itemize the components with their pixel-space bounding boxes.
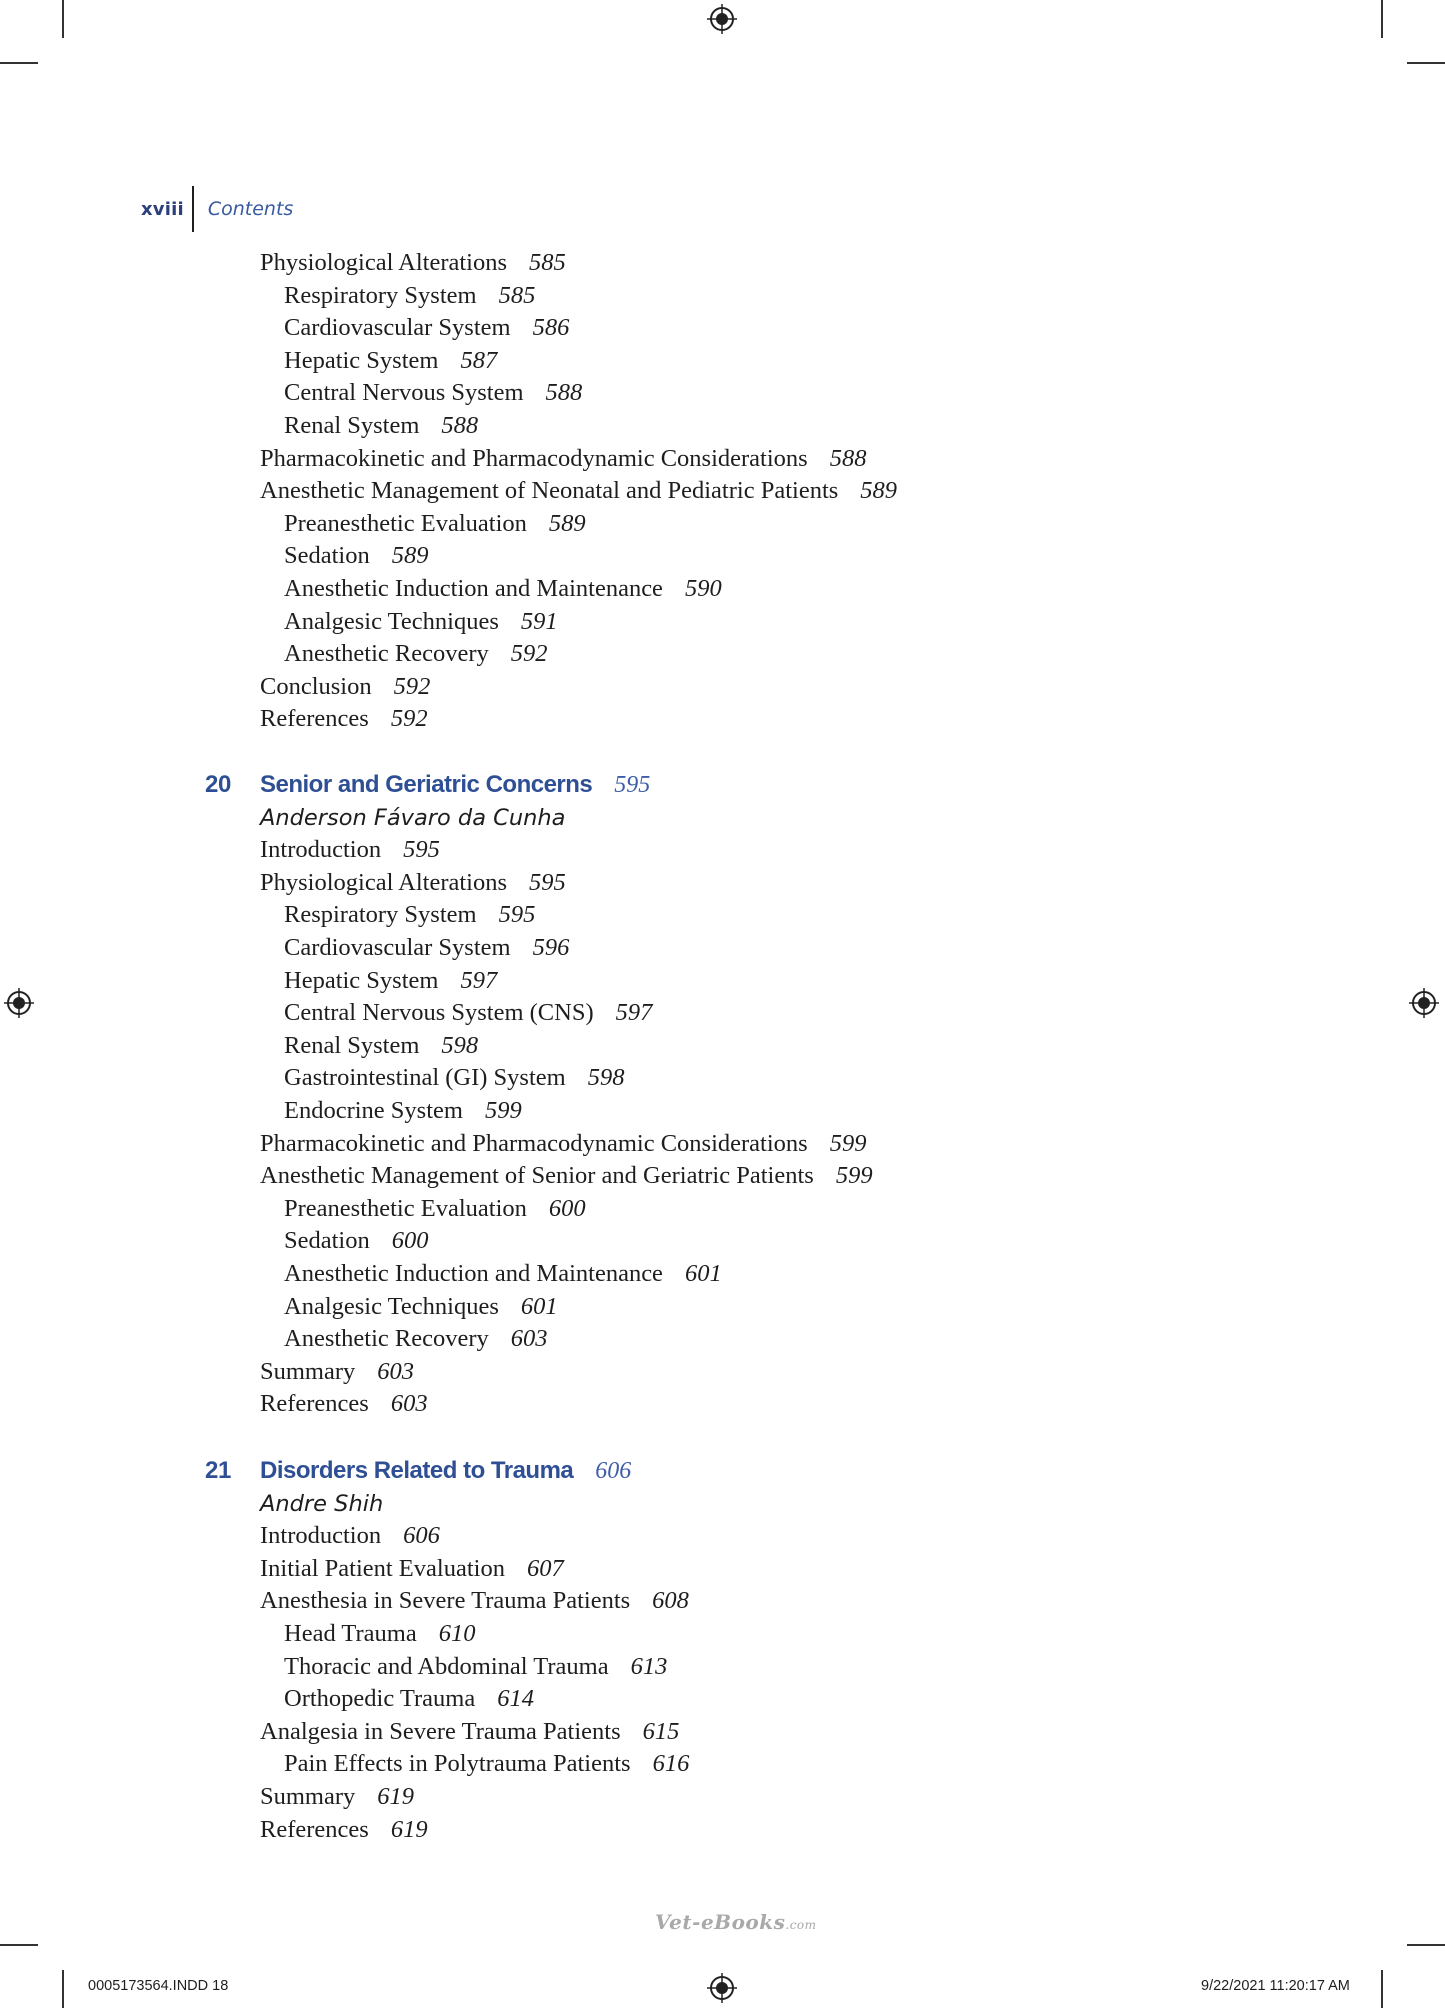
toc-entry — [284, 1618, 475, 1650]
watermark-brand: Vet-eBooks — [655, 1910, 786, 1934]
toc-entry — [284, 1651, 667, 1683]
toc-entry-title: Thoracic and Abdominal Trauma — [284, 1652, 609, 1680]
toc-entry — [260, 867, 566, 899]
toc-entry-title: Renal System — [284, 412, 420, 439]
crop-mark-top-left-horizontal — [0, 62, 38, 64]
toc-entry — [260, 1520, 440, 1552]
toc-entry-page: 589 — [860, 477, 898, 505]
toc-entry-page: 615 — [642, 1717, 680, 1745]
toc-entry-title: Pharmacokinetic and Pharmacodynamic Considerations — [260, 444, 808, 472]
toc-entry-page: 601 — [684, 1260, 722, 1287]
chapter-title — [260, 1455, 631, 1487]
toc-entry — [260, 247, 566, 279]
toc-entry-title: Respiratory System — [284, 281, 477, 309]
chapter-page-number: 595 — [614, 772, 651, 798]
toc-entry-title: Introduction — [260, 836, 382, 864]
toc-entry-title: Anesthetic Induction and Maintenance — [284, 575, 663, 602]
toc-entry-page: 607 — [526, 1554, 564, 1582]
toc-entry-title: Central Nervous System — [284, 379, 524, 407]
toc-entry-title: Hepatic System — [284, 966, 439, 994]
toc-entry — [260, 1160, 873, 1192]
crop-mark-top-right-horizontal — [1407, 62, 1445, 64]
toc-entry-title: Pain Effects in Polytrauma Patients — [284, 1750, 631, 1778]
crop-mark-top-right-vertical — [1381, 0, 1383, 38]
toc-entry — [260, 1356, 414, 1388]
toc-entry-page: 588 — [829, 444, 867, 472]
toc-entry-page: 600 — [548, 1194, 586, 1222]
toc-entry — [284, 1323, 548, 1355]
toc-entry — [284, 965, 497, 997]
toc-entry-title: Conclusion — [260, 672, 372, 700]
toc-entry — [284, 932, 569, 964]
toc-entry-page: 603 — [510, 1325, 548, 1353]
registration-mark-icon — [4, 988, 34, 1018]
toc-entry-title: Introduction — [260, 1522, 382, 1550]
watermark-logo — [655, 1910, 817, 1934]
toc-entry — [260, 671, 430, 703]
toc-entry — [260, 1585, 689, 1617]
toc-entry-title: References — [260, 1390, 369, 1418]
toc-entry-page: 599 — [835, 1162, 873, 1190]
toc-entry-title: Gastrointestinal (GI) System — [284, 1064, 566, 1092]
crop-mark-bottom-right-vertical — [1381, 1970, 1383, 2008]
toc-entry-page: 603 — [377, 1357, 415, 1385]
toc-entry-title: Anesthetic Recovery — [284, 640, 489, 668]
toc-entry-title: Renal System — [284, 1031, 420, 1059]
toc-entry-page: 613 — [630, 1652, 668, 1680]
toc-entry — [260, 443, 866, 475]
toc-entry — [284, 997, 652, 1029]
toc-entry-title: Physiological Alterations — [260, 249, 508, 276]
toc-entry-title: Preanesthetic Evaluation — [284, 1194, 527, 1222]
chapter-page-number: 606 — [595, 1458, 632, 1484]
toc-entry-page: 598 — [587, 1064, 625, 1092]
toc-entry-page: 599 — [484, 1097, 522, 1124]
toc-entry — [284, 899, 535, 931]
toc-entry — [284, 1095, 522, 1127]
toc-entry-title: Analgesia in Severe Trauma Patients — [260, 1717, 621, 1745]
registration-mark-icon — [1409, 988, 1439, 1018]
toc-entry-page: 588 — [441, 412, 479, 439]
toc-entry-page: 597 — [615, 999, 653, 1027]
chapter-author: Andre Shih — [260, 1490, 384, 1517]
toc-entry-title: Endocrine System — [284, 1097, 463, 1124]
chapter-title-text: Disorders Related to Trauma — [260, 1457, 574, 1484]
toc-entry — [260, 1388, 428, 1420]
toc-entry — [284, 1291, 558, 1323]
toc-entry-page: 599 — [829, 1129, 867, 1157]
toc-entry — [284, 280, 535, 312]
toc-entry-page: 592 — [510, 640, 548, 668]
toc-entry — [284, 1258, 722, 1290]
toc-entry-page: 619 — [377, 1783, 415, 1810]
toc-entry-title: Anesthesia in Severe Trauma Patients — [260, 1587, 631, 1615]
toc-entry — [284, 638, 548, 670]
toc-entry — [284, 1193, 586, 1225]
slug-file-info: 0005173564.INDD 18 — [88, 1978, 229, 1994]
toc-entry-title: Orthopedic Trauma — [284, 1685, 476, 1713]
chapter-title — [260, 769, 650, 801]
toc-entry-page: 601 — [520, 1292, 558, 1320]
toc-entry-title: Cardiovascular System — [284, 934, 511, 961]
toc-entry-page: 590 — [684, 575, 722, 602]
toc-entry — [284, 1062, 624, 1094]
crop-mark-top-left-vertical — [62, 0, 64, 38]
toc-entry-title: References — [260, 705, 369, 733]
toc-entry-title: Anesthetic Management of Neonatal and Pediatric Patients — [260, 477, 839, 505]
toc-entry-page: 619 — [390, 1815, 428, 1843]
toc-entry-title: Sedation — [284, 1227, 370, 1255]
chapter-author: Anderson Fávaro da Cunha — [260, 804, 566, 831]
toc-entry-title: Anesthetic Recovery — [284, 1325, 489, 1353]
crop-mark-bottom-right-horizontal — [1407, 1944, 1445, 1946]
toc-entry — [284, 312, 569, 344]
toc-entry-title: Head Trauma — [284, 1620, 417, 1647]
toc-entry-page: 592 — [390, 705, 428, 733]
crop-mark-bottom-left-vertical — [62, 1970, 64, 2008]
toc-entry — [284, 410, 478, 442]
toc-entry-page: 595 — [498, 901, 536, 929]
toc-entry-page: 585 — [529, 249, 566, 276]
running-head-divider — [192, 186, 194, 232]
toc-entry-title: Analgesic Techniques — [284, 1292, 499, 1320]
toc-entry-title: Central Nervous System (CNS) — [284, 999, 594, 1027]
registration-mark-icon — [707, 4, 737, 34]
toc-entry — [260, 834, 440, 866]
page-folio: xviii — [141, 198, 184, 220]
toc-entry-page: 589 — [391, 542, 429, 570]
toc-entry-page: 592 — [393, 672, 431, 700]
toc-entry-page: 595 — [403, 836, 440, 864]
toc-entry — [260, 475, 897, 507]
toc-entry-page: 606 — [403, 1522, 440, 1550]
toc-entry-title: Cardiovascular System — [284, 314, 511, 342]
toc-entry-page: 608 — [652, 1587, 689, 1615]
toc-entry — [284, 508, 586, 540]
chapter-title-text: Senior and Geriatric Concerns — [260, 771, 593, 798]
toc-entry-title: Pharmacokinetic and Pharmacodynamic Considerations — [260, 1129, 808, 1157]
toc-entry-title: Preanesthetic Evaluation — [284, 509, 527, 537]
toc-entry — [284, 1225, 429, 1257]
chapter-number: 21 — [205, 1457, 232, 1484]
toc-entry-title: Initial Patient Evaluation — [260, 1554, 505, 1582]
toc-entry-page: 591 — [520, 607, 558, 635]
toc-entry-title: Analgesic Techniques — [284, 607, 499, 635]
toc-entry — [260, 703, 428, 735]
toc-entry-page: 610 — [438, 1620, 476, 1647]
toc-entry — [260, 1553, 564, 1585]
toc-entry-title: Hepatic System — [284, 346, 439, 374]
toc-entry — [284, 540, 429, 572]
toc-entry-title: Physiological Alterations — [260, 868, 508, 896]
toc-entry-title: Summary — [260, 1783, 356, 1810]
toc-entry-title: References — [260, 1815, 369, 1843]
toc-entry-title: Anesthetic Induction and Maintenance — [284, 1260, 663, 1287]
toc-entry — [260, 1128, 866, 1160]
crop-mark-bottom-left-horizontal — [0, 1944, 38, 1946]
running-head-label: Contents — [207, 198, 294, 220]
toc-entry-page: 596 — [532, 934, 570, 961]
toc-entry-page: 595 — [529, 868, 566, 896]
toc-entry-page: 600 — [391, 1227, 429, 1255]
toc-entry-page: 603 — [390, 1390, 428, 1418]
toc-entry-title: Anesthetic Management of Senior and Geriatric Patients — [260, 1162, 814, 1190]
registration-mark-icon — [707, 1973, 737, 2003]
toc-entry-title: Sedation — [284, 542, 370, 570]
toc-entry — [284, 606, 558, 638]
running-head — [141, 186, 293, 232]
toc-entry — [260, 1781, 414, 1813]
toc-entry — [284, 377, 582, 409]
toc-entry — [260, 1814, 428, 1846]
toc-entry-page: 616 — [652, 1750, 690, 1778]
toc-entry — [284, 1683, 534, 1715]
toc-entry-title: Respiratory System — [284, 901, 477, 929]
toc-entry-page: 585 — [498, 281, 536, 309]
toc-entry — [284, 573, 722, 605]
toc-entry — [260, 1716, 679, 1748]
toc-entry-page: 597 — [460, 966, 498, 994]
slug-timestamp: 9/22/2021 11:20:17 AM — [1201, 1978, 1350, 1994]
toc-entry — [284, 345, 497, 377]
toc-entry-page: 587 — [460, 346, 498, 374]
toc-entry-page: 598 — [441, 1031, 479, 1059]
toc-entry-page: 588 — [545, 379, 583, 407]
toc-entry-page: 589 — [548, 509, 586, 537]
watermark-suffix: .com — [785, 1918, 817, 1932]
toc-entry — [284, 1748, 689, 1780]
toc-entry-page: 614 — [497, 1685, 534, 1713]
chapter-number: 20 — [205, 771, 232, 798]
toc-entry — [284, 1030, 478, 1062]
toc-entry-page: 586 — [532, 314, 570, 342]
toc-entry-title: Summary — [260, 1357, 356, 1385]
